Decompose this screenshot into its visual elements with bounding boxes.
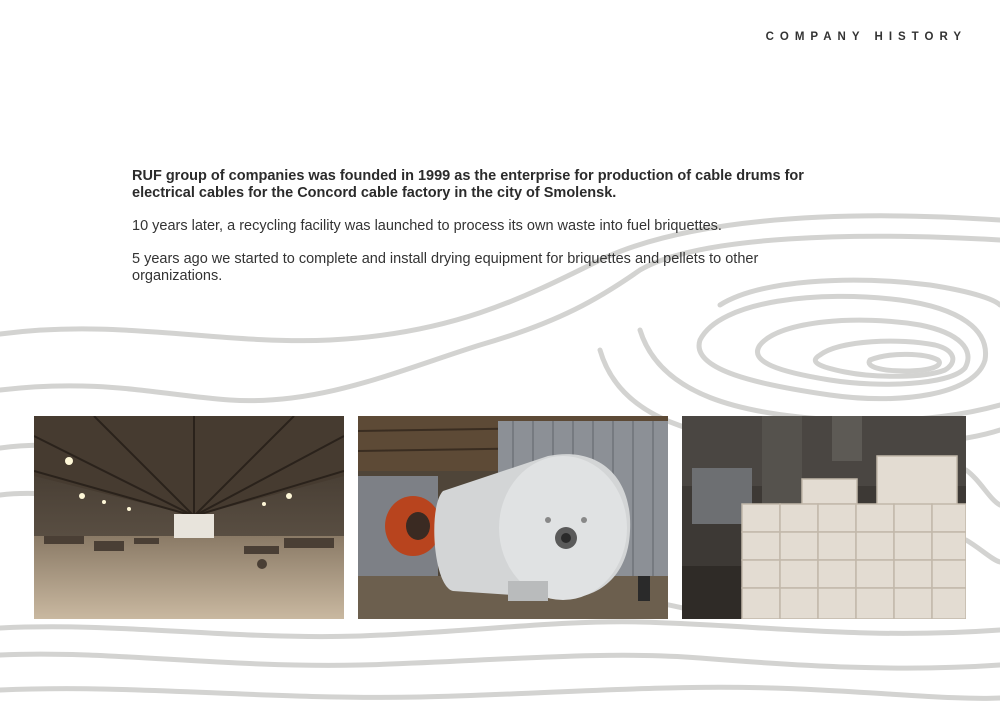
intro-text-block: [132, 168, 812, 301]
intro-paragraph-2: 10 years later, a recycling facility was launched to process its own waste into fuel briquettes.: [132, 218, 722, 234]
warehouse-interior-photo: [34, 416, 344, 619]
section-title: COMPANY HISTORY: [765, 31, 967, 43]
intro-paragraph-3: 5 years ago we started to complete and install drying equipment for briquettes and pellets to other organizations.: [132, 251, 759, 284]
intro-lead-paragraph: RUF group of companies was founded in 1999 as the enterprise for production of cable drums for electrical cables for the Concord cable factory in the city of Smolensk.: [132, 168, 804, 201]
briquettes-photo: [682, 416, 966, 619]
drying-drum-photo: [358, 416, 668, 619]
